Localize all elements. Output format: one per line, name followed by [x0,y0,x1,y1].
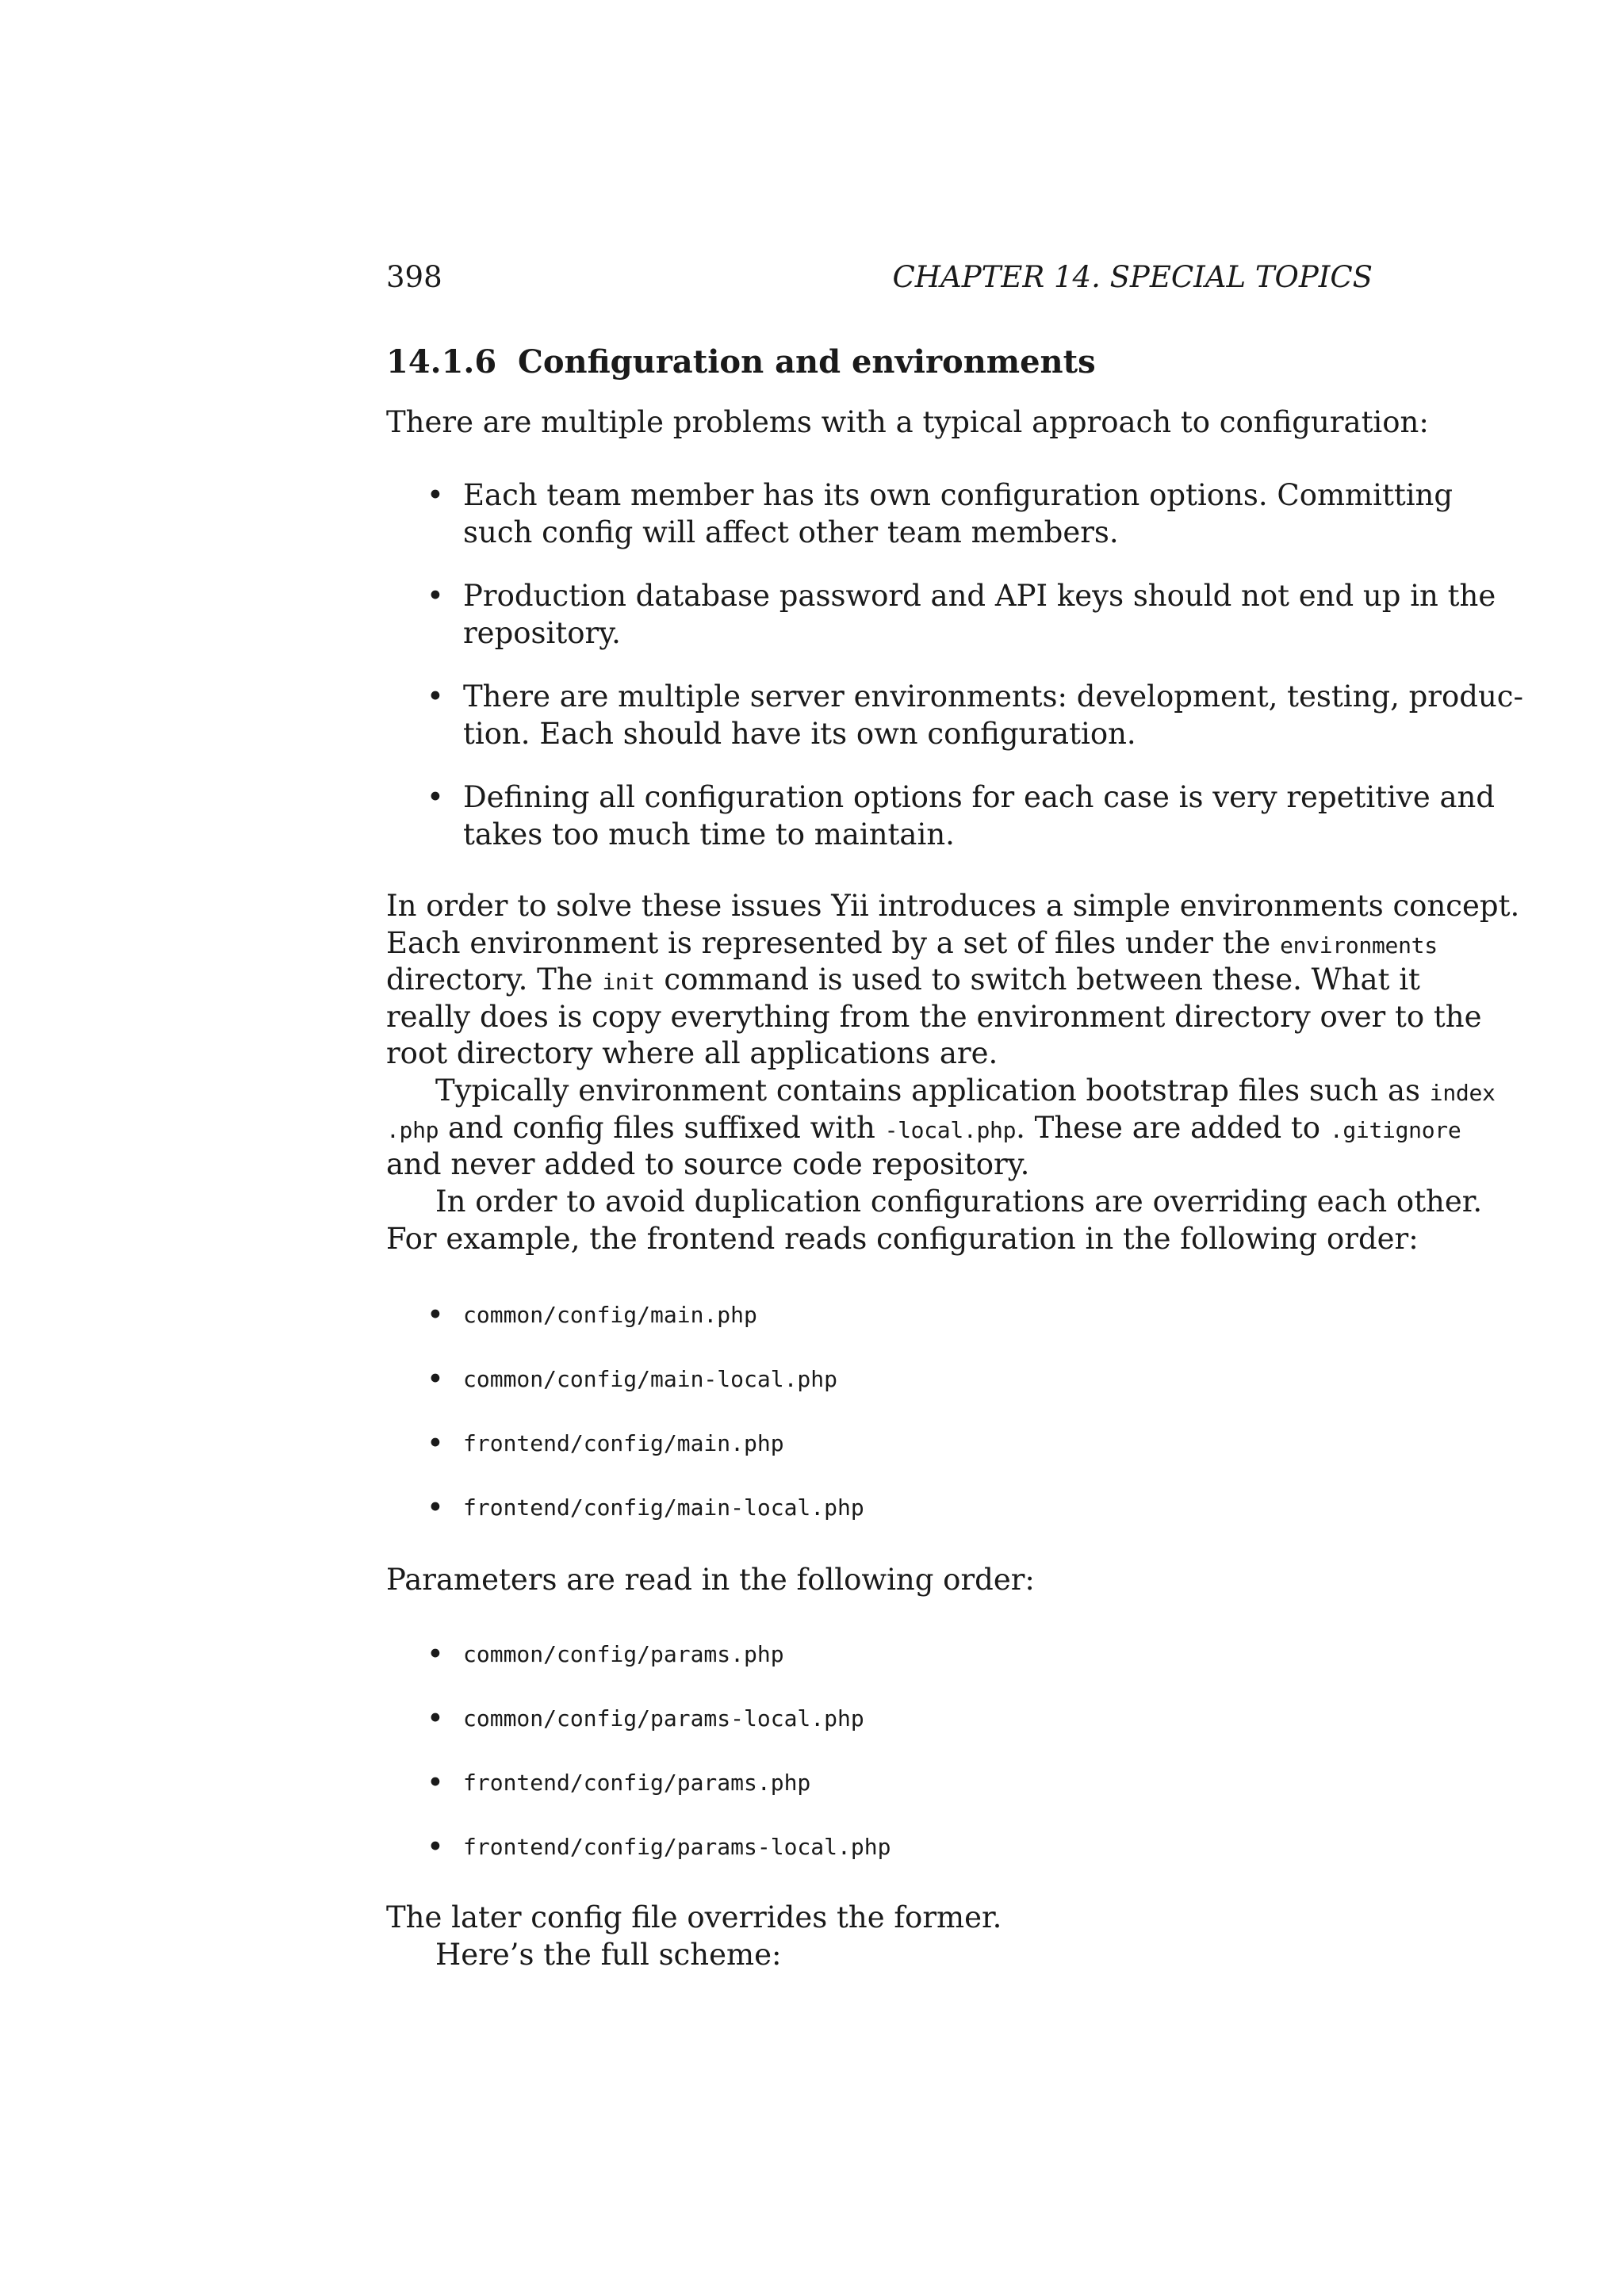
problem-item [463,679,1524,752]
problem-line: repository. [463,615,621,650]
bootstrap-paragraph [386,1073,1496,1184]
paragraph-line: really does is copy everything from the environment directory over to the [386,999,1482,1034]
config-file-path: common/config/main.php [463,1302,757,1328]
bullet-marker: • [427,579,444,613]
paragraph-line: and never added to source code repository. [386,1147,1030,1181]
paragraph-line: Parameters are read in the following order: [386,1563,1035,1597]
intro-line: There are multiple problems with a typical approach to configuration: [386,405,1429,439]
inline-code: -local.php [884,1116,1017,1143]
problem-line: There are multiple server environments: development, testing, produc- [463,679,1524,714]
section-number: 14.1.6 [386,343,497,381]
params-file-path: frontend/config/params-local.php [463,1834,891,1860]
paragraph-line: root directory where all applications are. [386,1036,998,1070]
bullet-marker: • [427,1298,444,1332]
inline-code: init [602,969,655,995]
inline-code: environments [1280,932,1438,959]
bullet-marker: • [427,478,444,512]
bullet-marker: • [427,1701,444,1735]
paragraph-line [386,1073,1496,1110]
paragraph-line [386,1110,1461,1147]
bullet-marker: • [427,1766,444,1800]
paragraph-line: Here’s the full scheme: [435,1937,782,1972]
chapter-header: CHAPTER 14. SPECIAL TOPICS [892,260,1373,294]
params-file-path: frontend/config/params.php [463,1770,811,1796]
paragraph-line [386,925,1438,962]
intro-paragraph [386,404,1429,442]
paragraph-text: Typically environment contains application bootstrap files such as [435,1073,1421,1108]
problem-item [463,477,1454,551]
bullet-marker: • [427,1637,444,1671]
problem-line: Production database password and API keys should not end up in the [463,579,1496,613]
config-file-path: frontend/config/main-local.php [463,1494,864,1521]
params-file-path: common/config/params-local.php [463,1705,864,1732]
paragraph-line [386,962,1420,999]
paragraph-text: Each environment is represented by a set of files under the [386,925,1271,960]
problem-line: Defining all configuration options for each case is very repetitive and [463,780,1496,814]
problem-item [463,578,1496,652]
override-paragraph [386,1184,1483,1257]
inline-code: .php [386,1116,439,1143]
paragraph-text: command is used to switch between these. What it [664,962,1420,997]
problem-line: such config will affect other team members. [463,515,1119,549]
problem-line: takes too much time to maintain. [463,817,955,851]
environments-paragraph [386,888,1520,1073]
config-file-path: frontend/config/main.php [463,1430,784,1456]
config-file-path: common/config/main-local.php [463,1366,838,1392]
paragraph-line: In order to avoid duplication configurations are overriding each other. [435,1184,1483,1219]
bullet-marker: • [427,679,444,714]
paragraph-text: and config files suffixed with [448,1110,875,1145]
bullet-marker: • [427,1830,444,1864]
params-file-path: common/config/params.php [463,1641,784,1667]
paragraph-text: directory. The [386,962,593,997]
paragraph-line: In order to solve these issues Yii introduces a simple environments concept. [386,889,1520,923]
paragraph-text: . These are added to [1016,1110,1321,1145]
bullet-marker: • [427,1490,444,1525]
page-number: 398 [386,260,442,294]
bullet-marker: • [427,1426,444,1460]
paragraph-line: The later config file overrides the former. [386,1900,1002,1934]
problem-item [463,779,1496,853]
paragraph-line: For example, the frontend reads configuration in the following order: [386,1221,1419,1256]
params-intro-paragraph [386,1562,1369,1599]
problem-line: tion. Each should have its own configuration. [463,716,1136,751]
bullet-marker: • [427,1362,444,1396]
section-title: Configuration and environments [518,343,1096,381]
bullet-marker: • [427,780,444,814]
closing-paragraph [386,1900,1369,1973]
problem-line: Each team member has its own configuration options. Committing [463,478,1454,512]
inline-code: index [1429,1080,1496,1106]
inline-code: .gitignore [1329,1116,1461,1143]
